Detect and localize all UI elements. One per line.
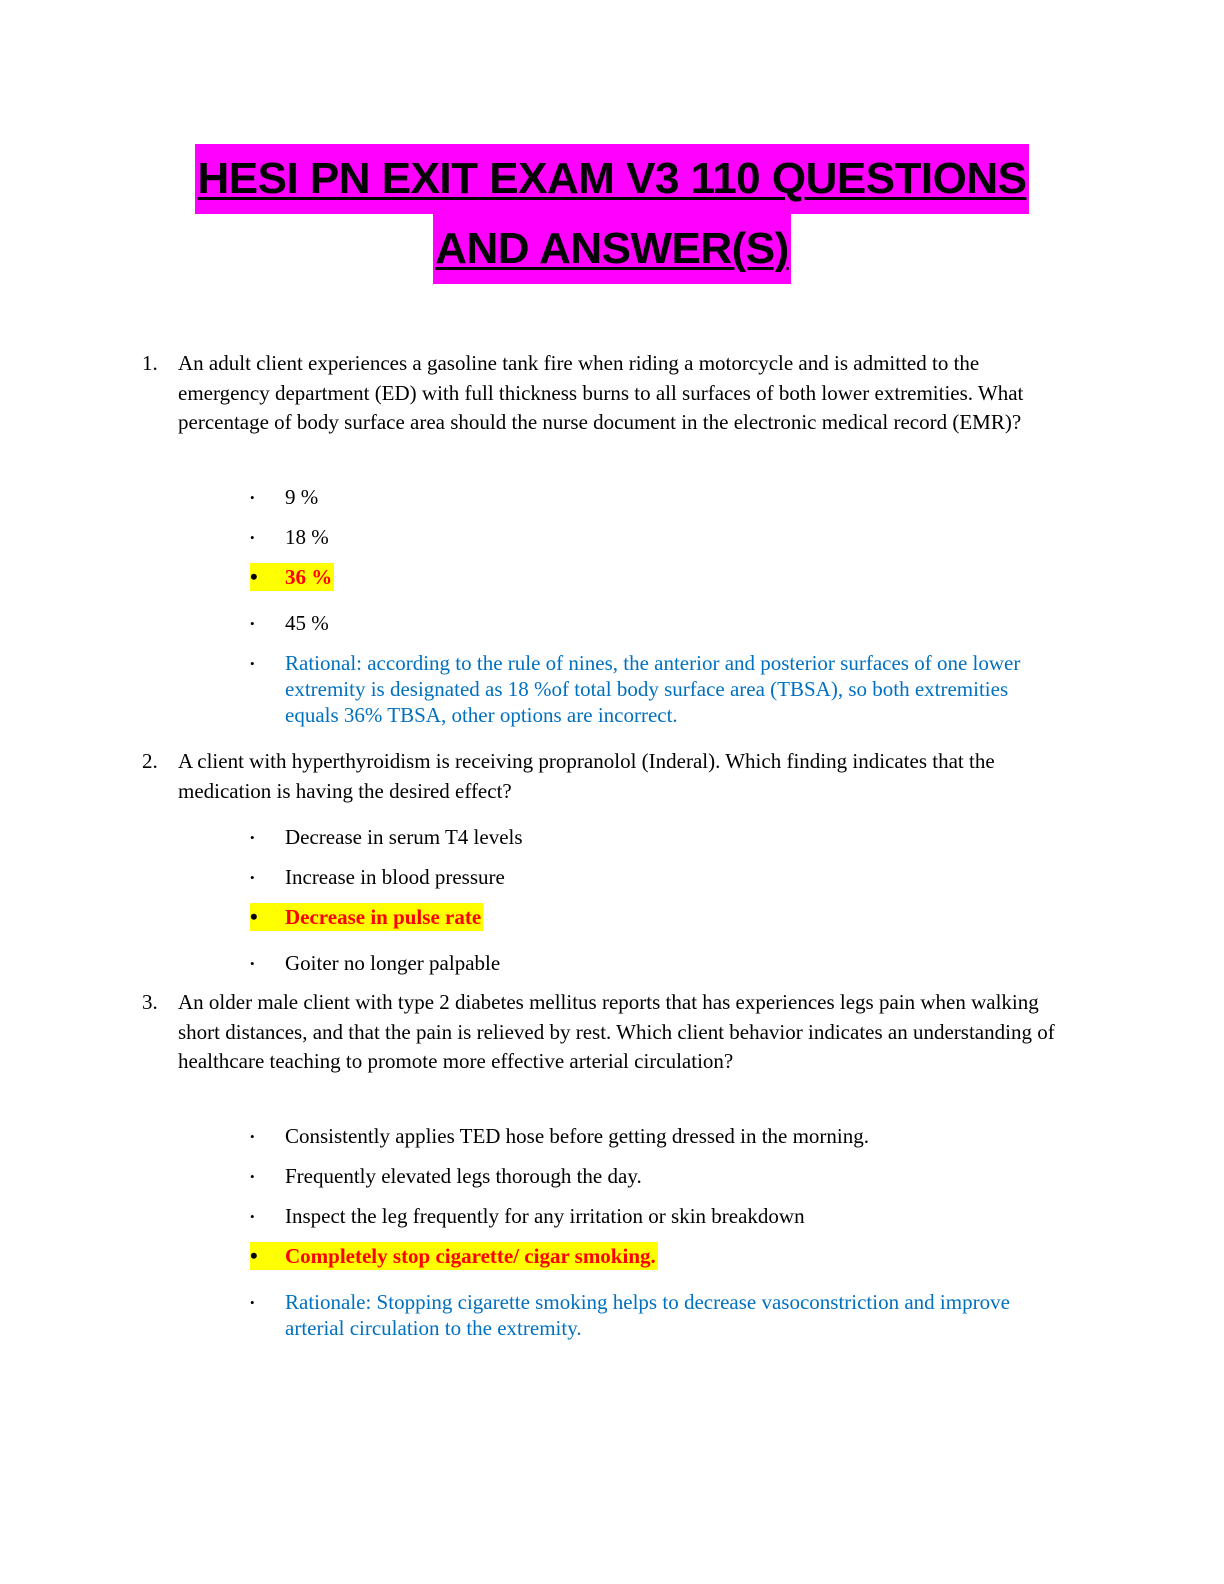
rationale-1 — [250, 650, 1040, 728]
bullet-icon: • — [250, 870, 255, 885]
question-number: 3. — [142, 990, 158, 1014]
question-number: 2. — [142, 749, 158, 773]
option-2b — [250, 864, 1070, 891]
option-2a — [250, 824, 1070, 851]
bullet-icon: • — [250, 530, 255, 545]
bullet-icon: • — [250, 956, 255, 971]
bullet-icon: • — [250, 830, 255, 845]
option-text: 45 % — [285, 611, 329, 635]
document-title — [0, 144, 1224, 284]
question-2 — [142, 747, 1072, 806]
option-1a — [250, 484, 1070, 511]
option-1d — [250, 610, 1070, 637]
option-3d-correct — [250, 1242, 658, 1270]
bullet-icon: • — [250, 1209, 255, 1224]
option-text: 18 % — [285, 525, 329, 549]
correct-answer-text: Decrease in pulse rate — [285, 905, 482, 929]
bullet-icon: • — [250, 1243, 258, 1268]
title-line-1: HESI PN EXIT EXAM V3 110 QUESTIONS — [195, 144, 1028, 214]
bullet-icon: • — [250, 1295, 255, 1310]
question-1 — [142, 349, 1072, 438]
rationale-text: Rationale: Stopping cigarette smoking helps to decrease vasoconstriction and improve arterial circulation to the extremity. — [285, 1290, 1010, 1340]
rationale-text: Rational: according to the rule of nines, the anterior and posterior surfaces of one lower extremity is designated as 18 %of total body surface area (TBSA), so both extremities equals 36% TBSA, other options are incorrect. — [285, 651, 1021, 727]
option-text: Frequently elevated legs thorough the day. — [285, 1164, 642, 1188]
bullet-icon: • — [250, 656, 255, 671]
rationale-3 — [250, 1289, 1040, 1341]
bullet-icon: • — [250, 490, 255, 505]
option-3a — [250, 1123, 1070, 1150]
bullet-icon: • — [250, 904, 258, 929]
bullet-icon: • — [250, 564, 258, 589]
option-text: Inspect the leg frequently for any irritation or skin breakdown — [285, 1204, 805, 1228]
title-line-2: AND ANSWER(S) — [433, 214, 791, 284]
option-1b — [250, 524, 1070, 551]
option-2d — [250, 950, 1070, 977]
question-text: A client with hyperthyroidism is receiving propranolol (Inderal). Which finding indicates that the medication is having the desired effect? — [178, 749, 995, 803]
question-text: An older male client with type 2 diabetes mellitus reports that has experiences legs pain when walking short distances, and that the pain is relieved by rest. Which client behavior indicates an understanding of healthcare teaching to promote more effective arterial circulation? — [178, 990, 1055, 1073]
bullet-icon: • — [250, 1169, 255, 1184]
correct-answer-text: Completely stop cigarette/ cigar smoking. — [285, 1244, 656, 1268]
correct-answer-text: 36 % — [285, 565, 333, 589]
bullet-icon: • — [250, 1129, 255, 1144]
option-text: Increase in blood pressure — [285, 865, 505, 889]
option-text: Decrease in serum T4 levels — [285, 825, 523, 849]
option-3c — [250, 1203, 1070, 1230]
question-text: An adult client experiences a gasoline tank fire when riding a motorcycle and is admitted to the emergency department (ED) with full thickness burns to all surfaces of both lower extremities. What percentage of body surface area should the nurse document in the electronic medical record (EMR)? — [178, 351, 1024, 434]
option-text: 9 % — [285, 485, 319, 509]
option-text: Consistently applies TED hose before getting dressed in the morning. — [285, 1124, 870, 1148]
option-2c-correct — [250, 903, 483, 931]
question-number: 1. — [142, 351, 158, 375]
option-text: Goiter no longer palpable — [285, 951, 501, 975]
option-3b — [250, 1163, 1070, 1190]
question-3 — [142, 988, 1072, 1077]
bullet-icon: • — [250, 616, 255, 631]
option-1c-correct — [250, 563, 334, 591]
